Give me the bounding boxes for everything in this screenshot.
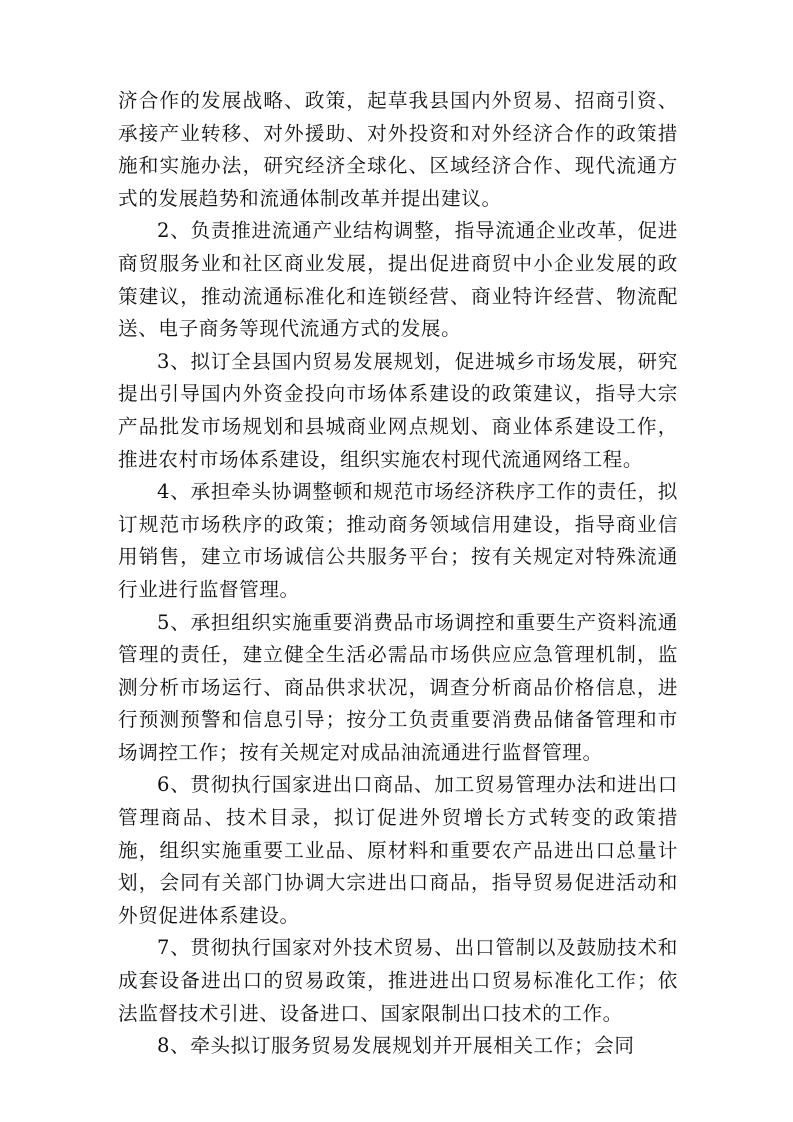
document-body bbox=[118, 85, 678, 1063]
paragraph-item-2: 2、负责推进流通产业结构调整，指导流通企业改革，促进商贸服务业和社区商业发展，提出促进商贸中小企业发展的政策建议，推动流通标准化和连锁经营、商业特许经营、物流配送、电子商务等现代流通方式的发展。 bbox=[118, 219, 678, 341]
paragraph-item-3: 3、拟订全县国内贸易发展规划，促进城乡市场发展，研究提出引导国内外资金投向市场体系建设的政策建议，指导大宗产品批发市场规划和县城商业网点规划、商业体系建设工作，推进农村市场体系建设，组织实施农村现代流通网络工程。 bbox=[118, 349, 678, 471]
paragraph-item-7: 7、贯彻执行国家对外技术贸易、出口管制以及鼓励技术和成套设备进出口的贸易政策，推进进出口贸易标准化工作；依法监督技术引进、设备进口、国家限制出口技术的工作。 bbox=[118, 936, 678, 1025]
paragraph-item-8: 8、牵头拟订服务贸易发展规划并开展相关工作；会同 bbox=[157, 1034, 635, 1058]
paragraph-item-6: 6、贯彻执行国家进出口商品、加工贸易管理办法和进出口管理商品、技术目录，拟订促进外贸增长方式转变的政策措施，组织实施重要工业品、原材料和重要农产品进出口总量计划，会同有关部门协调大宗进出口商品，指导贸易促进活动和外贸促进体系建设。 bbox=[118, 773, 678, 927]
paragraph-continuation: 济合作的发展战略、政策，起草我县国内外贸易、招商引资、承接产业转移、对外援助、对外投资和对外经济合作的政策措施和实施办法，研究经济全球化、区域经济合作、现代流通方式的发展趋势和流通体制改革并提出建议。 bbox=[118, 89, 678, 210]
paragraph-item-4: 4、承担牵头协调整顿和规范市场经济秩序工作的责任，拟订规范市场秩序的政策；推动商务领域信用建设，指导商业信用销售，建立市场诚信公共服务平台；按有关规定对特殊流通行业进行监督管理。 bbox=[118, 480, 678, 601]
paragraph-item-5: 5、承担组织实施重要消费品市场调控和重要生产资料流通管理的责任，建立健全生活必需品市场供应应急管理机制，监测分析市场运行、商品供求状况，调查分析商品价格信息，进行预测预警和信息引导；按分工负责重要消费品储备管理和市场调控工作；按有关规定对成品油流通进行监督管理。 bbox=[118, 610, 678, 764]
